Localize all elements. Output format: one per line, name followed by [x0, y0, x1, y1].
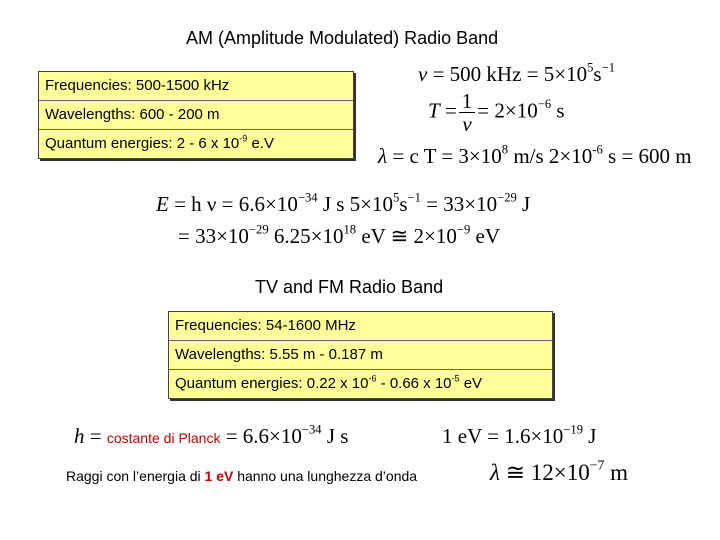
planck-label: costante di Planck: [106, 430, 221, 446]
am-frequencies: Frequencies: 500-1500 kHz: [39, 72, 353, 101]
am-info-box: [38, 71, 354, 159]
tv-quantum-energies: Quantum energies: 0.22 x $10^{-6} - 0.66$ x $10^{-5}$ eV: [175, 373, 483, 392]
energy-highlight: 1 eV: [204, 468, 234, 484]
tv-title: TV and FM Radio Band: [255, 277, 444, 297]
tv-info-box: [168, 311, 553, 399]
am-title: AM (Amplitude Modulated) Radio Band: [186, 28, 499, 48]
wavelength-equation: λ = c $T = 3\times 10^8$ m/s $2\times 10^{-6}$ s = 600 m: [378, 142, 692, 168]
wavelength-approx: λ ≅ $12\times 10^{-7}$ m: [490, 457, 629, 485]
raggi-sentence: Raggi con l’energia di 1 eV hanno una lunghezza d’onda: [66, 468, 418, 484]
tv-wavelengths: Wavelengths: 5.55 m - 0.187 m: [169, 341, 552, 370]
energy-equation-line2: = $33\times 10^{-29}$ $6.25\times 10^{18}$ eV ≅ $2\times 10^{-9}$ eV: [178, 222, 501, 248]
am-quantum-energies: Quantum energies: 2 - 6 x $10^{-9}$ e.V: [45, 133, 274, 152]
ev-conversion: 1 eV = $1.6\times 10^{-19}$ J: [442, 422, 597, 448]
tv-frequencies: Frequencies: 54-1600 MHz: [169, 312, 552, 341]
energy-equation-line1: E = h $\nu = 6.6\times 10^{-34}$ J s $5\times 10^5s^{-1} = 33\times 10^{-29}$ J: [156, 190, 531, 216]
am-wavelengths: Wavelengths: 600 - 200 m: [39, 101, 353, 130]
planck-constant: h = costante di Planck = $6.6\times 10^{-34}$ J s: [74, 422, 349, 448]
frequency-equation: ν = 500 kHz = $5\times 10^5s^{-1}$: [418, 60, 615, 86]
period-equation: T = $\frac{1}{\nu}$ = $2\times 10^{-6}$ s: [428, 89, 565, 136]
period-fraction: $\frac{1}{\nu}$: [459, 90, 476, 135]
